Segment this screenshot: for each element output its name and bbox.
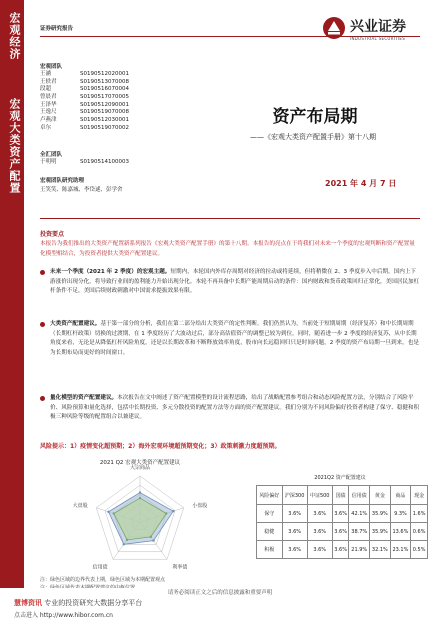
doc-label: 证券研究报告 <box>40 26 74 32</box>
member-license-id: S0190516070004 <box>80 86 129 93</box>
footer-brand <box>14 598 142 608</box>
bullet-macro-theme <box>40 268 420 297</box>
table-cell: 3.6% <box>282 505 307 523</box>
table-header-cell: 国债 <box>332 486 349 505</box>
member-name: 王轶君 <box>40 78 57 85</box>
table-header-cell: 风险偏好 <box>257 486 283 505</box>
table-cell: 35.9% <box>370 505 391 523</box>
table-cell: 3.6% <box>307 523 332 541</box>
fx-team <box>40 150 129 167</box>
table-cell: 积极 <box>257 541 283 559</box>
table-cell: 23.1% <box>390 541 411 559</box>
radar-data-point <box>172 510 174 512</box>
team-member-row <box>40 94 129 102</box>
footer-disclaimer: 请务必阅读正文之后的信息披露和重要声明 <box>167 590 273 596</box>
table-cell: 3.6% <box>332 541 349 559</box>
radar-axis-label: 大宗商品 <box>129 465 151 471</box>
radar-axis-label: 利率债 <box>172 564 188 571</box>
radar-data-point <box>152 539 154 541</box>
member-license-id: S0190512030001 <box>80 117 129 124</box>
team-member-row <box>40 117 129 125</box>
company-logo <box>322 12 432 48</box>
bullet-dot-icon <box>40 396 45 401</box>
macro-team <box>40 62 129 133</box>
member-license-id: S0190517070005 <box>80 94 129 101</box>
radar-axis-label: 信用债 <box>92 564 108 571</box>
radar-data-point <box>165 512 167 514</box>
bullet-dot-icon <box>40 322 45 327</box>
table-row <box>257 523 428 541</box>
team-member-row <box>40 79 129 87</box>
assistant-names: 王笑笑、陈嘉城、李岱逑、彭学舍 <box>40 187 123 193</box>
logo-name-en: INDUSTRIAL SECURITIES <box>350 36 406 41</box>
member-license-id: S0190514100003 <box>80 159 129 165</box>
investment-heading: 投资要点 <box>40 231 65 238</box>
table-header-cell: 沪深300 <box>282 486 307 505</box>
radar-data-point <box>139 497 141 499</box>
table-cell: 32.1% <box>370 541 391 559</box>
member-name: 王逸尺 <box>40 109 57 116</box>
member-license-id: S0190512020001 <box>80 71 129 77</box>
footer <box>0 588 440 620</box>
member-name: 王泽华 <box>40 101 57 108</box>
sidebar-top-text: 宏观经济 <box>8 12 21 60</box>
bullet-dot-icon <box>40 270 45 275</box>
table-row <box>257 541 428 559</box>
radar-data-point <box>150 536 152 538</box>
radar-data-point <box>107 511 109 513</box>
title-rule <box>40 218 420 219</box>
team-member-row <box>40 159 129 167</box>
table-cell: 0.5% <box>411 541 428 559</box>
bullet-lead: 量化模型的资产配置建议。 <box>50 395 118 401</box>
report-title: 资产布局期 <box>272 107 358 127</box>
table-cell: 3.6% <box>282 541 307 559</box>
team-member-row <box>40 109 129 117</box>
team-member-row <box>40 71 129 79</box>
table-cell: 3.6% <box>307 505 332 523</box>
member-license-id: S0190513070008 <box>80 78 129 85</box>
brand-slogan: 专业的投资研究大数据分享平台 <box>44 599 143 607</box>
report-subtitle: ——《宏观大类资产配置手册》第十八期 <box>250 133 376 141</box>
member-name: 段超 <box>40 86 52 93</box>
radar-svg <box>40 452 240 578</box>
fx-team-heading: 全汇团队 <box>40 152 63 158</box>
member-license-id: S0190512090001 <box>80 101 129 108</box>
table-header-cell: 现金 <box>411 486 428 505</box>
radar-title: 2021 Q2 宏观大类资产配置建议 <box>99 460 181 466</box>
member-name: 曾晨君 <box>40 94 57 101</box>
radar-axis-label: 大盘股 <box>72 503 88 510</box>
intro-paragraph: 本报告为我们推出的大类资产配置新系列报告《宏观大类资产配置手册》的第十八期。本报告的亮点在于将我们对未来一个季度的宏观判断和资产配置量化模型相结合，为投资者提供大类资产配置建议。 <box>40 241 415 257</box>
table-cell: 稳健 <box>257 523 283 541</box>
risk-warning: 风险提示：1）疫情变化超预期；2）海外宏观环境超预期变化；3）政策刺激力度超预期。 <box>40 443 281 450</box>
bullet-quant-model <box>40 394 420 423</box>
member-name: 卢燕津 <box>40 117 57 124</box>
table-cell: 38.7% <box>349 523 370 541</box>
bullet-allocation <box>40 320 420 358</box>
table-header-row <box>257 486 428 505</box>
table-cell: 3.6% <box>307 541 332 559</box>
bullet-text: 短期内，本轮国内外库存周期对经济的拉动或将延续，但将稍微在 2、3 季度步入中后期。国内上下游涨价出现分化，将导致行业间的盈利能力升始出现分化。本轮不再具备中长期产能周期启动的条件：国内财政和货币政策回归正常化，美国居民加杠杆条件不足，美国后续财政刺激对中国需求提振效果有限。 <box>50 269 420 294</box>
table-cell: 3.6% <box>332 523 349 541</box>
table-cell: 42.1% <box>349 505 370 523</box>
table-cell: 9.3% <box>390 505 411 523</box>
bullet-text: 本次报告在文中阐述了资产配置模型的设计流程思路，给出了战略配置参考组合和动态风险配置方法，分别结合了风险平价、风险预算和量化选择，包括中长期投资、多元分散投资的配置方法等方面的资产配置建议。我们分别为不同风险偏好投资者构建了保守、稳健和积极三种风险等级的配置组合以兼建议。 <box>50 395 420 420</box>
table-cell: 13.6% <box>390 523 411 541</box>
radar-data-point <box>113 512 115 514</box>
member-name: 于明明 <box>40 159 57 165</box>
assistant-team <box>40 176 123 193</box>
member-name: 卓尔 <box>40 124 52 131</box>
table-cell: 3.6% <box>282 523 307 541</box>
sidebar-main-text: 宏观大类资产配置 <box>8 98 21 194</box>
member-name: 王涵 <box>40 71 52 77</box>
logo-mark-icon <box>322 16 346 40</box>
table-cell: 0.6% <box>411 523 428 541</box>
team-member-row <box>40 86 129 94</box>
table-row <box>257 505 428 523</box>
table-cell: 1.6% <box>411 505 428 523</box>
table-header-cell: 信用债 <box>349 486 370 505</box>
member-license-id: S0190519070002 <box>80 124 129 131</box>
brand-name: 慧博资讯 <box>14 599 42 607</box>
table-header-cell: 黄金 <box>370 486 391 505</box>
table-cell: 3.6% <box>332 505 349 523</box>
table-header-cell: 商品 <box>390 486 411 505</box>
team-member-row <box>40 125 129 133</box>
config-table-box <box>250 452 430 582</box>
chart-note: 注：绿色区域的边界代表上期，绿色区域为本期配置观点 <box>40 577 166 583</box>
radar-data-point <box>139 491 141 493</box>
report-date: 2021 年 4 月 7 日 <box>325 179 397 188</box>
radar-axis-label: 小盘股 <box>192 503 208 510</box>
radar-data-point <box>126 539 128 541</box>
config-table-title: 2021Q2 资产配置建议 <box>314 475 366 481</box>
macro-team-heading: 宏观团队 <box>40 64 63 70</box>
bullet-text: 基于第一部分的分析，我们在第二部分给出大类资产的定性判断。我们仍然认为，当前处于短期周期（经济复苏）和中长期周期（长期杠杆政策）切换的过渡期，在 1 季度经历了大波动过后，部分高估值资产的调整已较为到位。同时，随着进一步 2 季度的经济复苏，从中长期角度来看，无论是从降低杠杆风险角度，还是以长期改革和不断释放效率角度，股市向长远稳回归只是时间问题，2 季度的资产布局期一旦到来，也是为长期布局而更好的时间窗口。 <box>50 321 419 356</box>
table-cell: 35.9% <box>370 523 391 541</box>
table-header-cell: 中证500 <box>307 486 332 505</box>
config-table <box>256 485 428 559</box>
sidebar <box>0 0 24 588</box>
assistant-heading: 宏观团队研究助理 <box>40 178 85 184</box>
table-cell: 21.9% <box>349 541 370 559</box>
table-cell: 保守 <box>257 505 283 523</box>
footer-link[interactable]: 点击进入 http://www.hibor.com.cn <box>14 612 113 619</box>
bullet-lead: 未来一个季度（2021 年 2 季度）的宏观主题。 <box>50 269 171 275</box>
bullet-lead: 大类资产配置建议。 <box>50 321 101 327</box>
radar-data-point <box>123 543 125 545</box>
member-license-id: S0190519070008 <box>80 109 129 116</box>
logo-name-cn: 兴业证券 <box>350 19 406 35</box>
radar-chart <box>40 452 240 588</box>
